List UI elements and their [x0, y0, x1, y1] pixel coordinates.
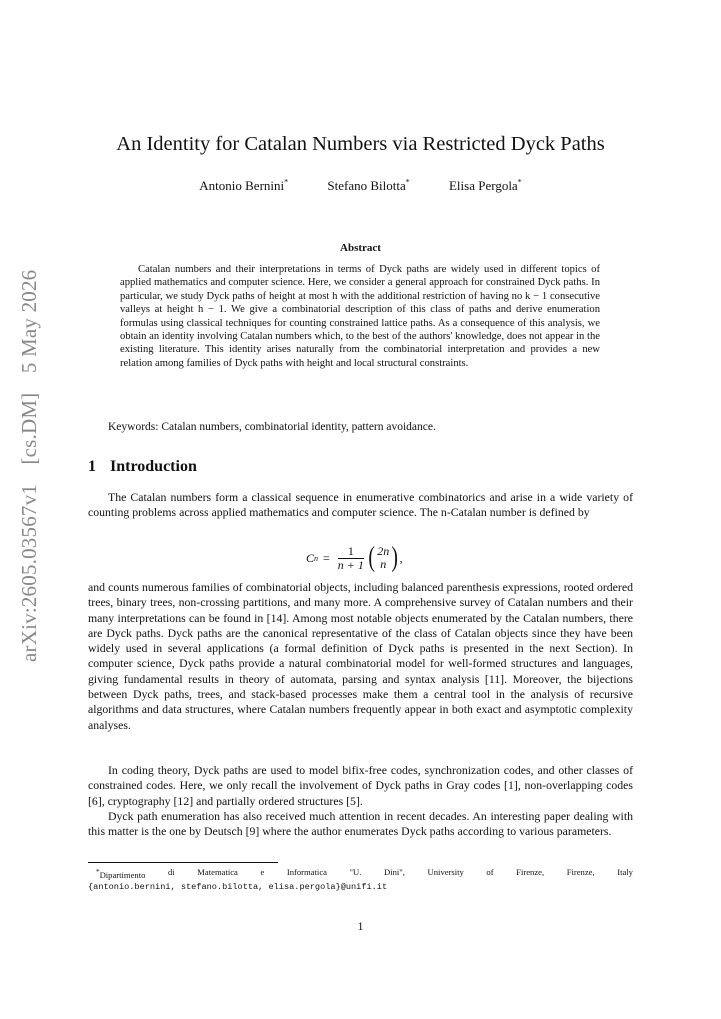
fraction-denominator: n + 1: [337, 557, 364, 572]
footnote-rule: [88, 862, 278, 863]
paragraph: The Catalan numbers form a classical sequence in enumerative combinatorics and arise in a wide variety of counting problems across applied mathematics and computer science. The n-Catalan number is defined by: [88, 490, 633, 520]
binom-bottom: n: [380, 557, 387, 571]
section-title: Introduction: [110, 458, 197, 475]
paragraph: Dyck path enumeration has also received much attention in recent decades. An interesting paper dealing with this matter is the one by Deutsch [9] where the author enumerates Dyck paths according to various parameters.: [88, 809, 633, 839]
left-paren: (: [368, 542, 375, 573]
binomial: [377, 545, 389, 571]
arxiv-stamp: [17, 256, 42, 662]
abstract-body: Catalan numbers and their interpretations in terms of Dyck paths are widely used in different topics of applied mathematics and computer science. Here, we consider a general approach for constrained Dyck paths. In particular, we study Dyck paths of height at most h with the additional restriction of having no k − 1 consecutive valleys at height h − 1. We give a combinatorial description of this class of paths and derive enumeration formulas using classical techniques for counting constrained lattice paths. As a consequence of this analysis, we obtain an identity involving Catalan numbers which, to the best of the authors' knowledge, does not appear in the existing literature. This identity arises naturally from the combinatorial interpretation and provides a new relation among families of Dyck paths with height and local structural constraints.: [120, 264, 600, 369]
section-number: 1: [88, 458, 96, 475]
equation-equals: =: [323, 550, 330, 565]
footnote-affiliation: *Dipartimento di Matematica e Informatica "U. Dini", University of Firenze, Firenze, Italy: [96, 867, 633, 880]
author-list: [0, 178, 721, 194]
page-number: 1: [357, 921, 364, 933]
abstract-heading: Abstract: [340, 242, 381, 254]
paragraph: In coding theory, Dyck paths are used to model bifix-free codes, synchronization codes, and other classes of constrained codes. Here, we only recall the involvement of Dyck paths in Gray codes [1], non-overlapping codes [6], cryptography [12] and partially ordered structures [5].: [88, 763, 633, 808]
arxiv-category: [cs.DM]: [17, 392, 41, 465]
footnote: [88, 866, 633, 893]
catalan-equation: [306, 541, 403, 575]
equation-lhs-subscript: n: [314, 553, 319, 563]
binom-top: 2n: [377, 544, 390, 558]
fraction-numerator: 1: [347, 543, 354, 558]
right-paren: ): [391, 542, 399, 573]
keywords: Keywords: Catalan numbers, combinatorial identity, pattern avoidance.: [108, 421, 436, 433]
equation-trailing: ,: [399, 550, 403, 565]
arxiv-date: 5 May 2026: [17, 269, 41, 374]
equation-lhs: C: [306, 550, 315, 565]
paragraph: and counts numerous families of combinatorial objects, including balanced parenthesis expressions, rooted ordered trees, binary trees, non-crossing partitions, and many more. A comprehensive survey of Catalan numbers and their many interpretations can be found in [14]. Among most notable objects enumerated by the Catalan numbers, there are Dyck paths. Dyck paths are the canonical representative of the class of Catalan objects since they have been widely used in several applications (a formal definition of Dyck paths is presented in the next Section). In computer science, Dyck paths provide a natural combinatorial model for well-formed structures and languages, giving fundamental results in theory of automata, parsing and syntax analysis [11]. Moreover, the bijections between Dyck paths, trees, and stack-based processes make them a central tool in the analysis of recursive algorithms and data structures, where Catalan numbers frequently appear in both exact and asymptotic complexity analyses.: [88, 580, 633, 732]
equation-fraction: [338, 545, 364, 572]
footnote-emails[interactable]: {antonio.bernini, stefano.bilotta, elisa.pergola}@unifi.it: [88, 881, 388, 892]
author: Elisa Pergola*: [448, 178, 522, 194]
section-heading: [88, 458, 197, 476]
paper-title: An Identity for Catalan Numbers via Restricted Dyck Paths: [116, 133, 605, 155]
author: Antonio Bernini*: [199, 178, 289, 194]
author: Stefano Bilotta*: [327, 178, 410, 194]
arxiv-id[interactable]: arXiv:2605.03567v1: [17, 484, 41, 662]
